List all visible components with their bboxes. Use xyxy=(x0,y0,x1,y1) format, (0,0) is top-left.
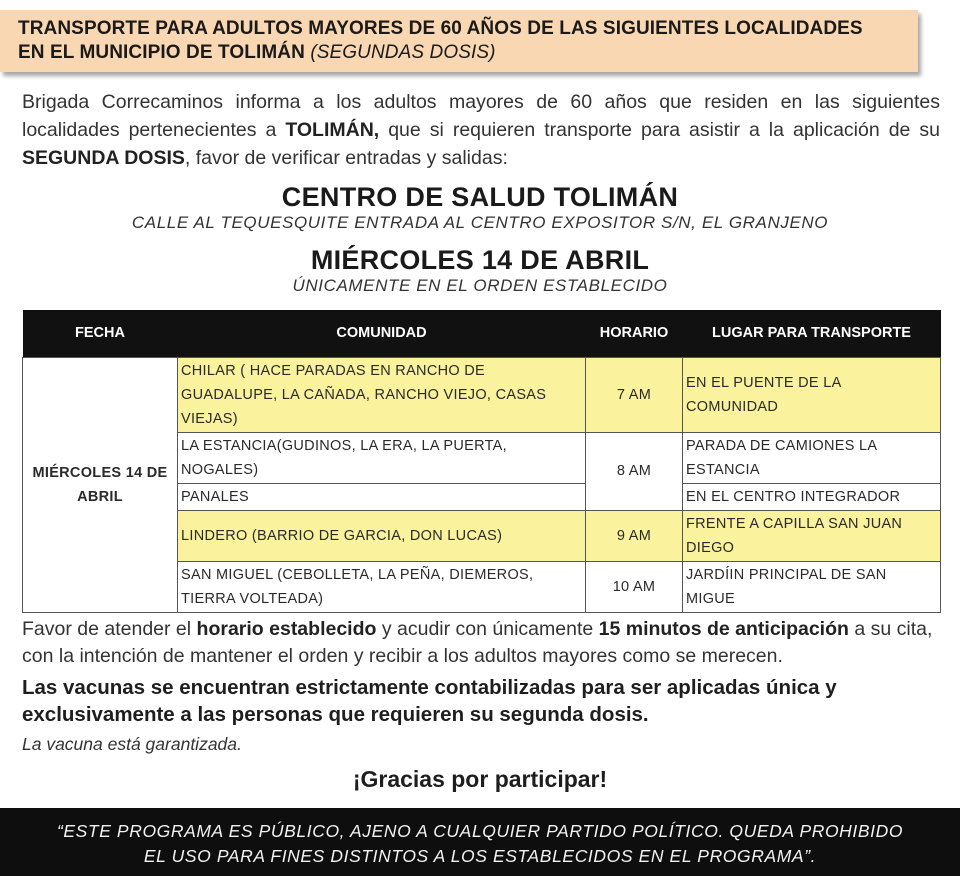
thanks-message: ¡Gracias por participar! xyxy=(352,766,608,792)
notice-text-3: a su cita, con la intención de mantener el orden y recibir a los adultos mayores como se merecen. xyxy=(22,618,933,667)
notice-bold-horario: horario establecido xyxy=(196,618,377,640)
banner-title-line2 xyxy=(18,41,918,65)
table-header-row xyxy=(23,310,941,357)
banner-title-line1: TRANSPORTE PARA ADULTOS MAYORES DE 60 AÑOS DE LAS SIGUIENTES LOCALIDADES xyxy=(18,18,863,39)
intro-text-2: que si requieren transporte para asistir a la aplicación de su xyxy=(379,119,940,141)
location-address: CALLE AL TEQUESQUITE ENTRADA AL CENTRO EXPOSITOR S/N, EL GRANJENO xyxy=(131,213,829,232)
table-row xyxy=(23,357,941,432)
vaccine-guarantee: La vacuna está garantizada. xyxy=(22,734,242,754)
location-title: CENTRO DE SALUD TOLIMÁN xyxy=(281,182,679,212)
comunidad-cell: SAN MIGUEL (CEBOLLETA, LA PEÑA, DIEMEROS, TIERRA VOLTEADA) xyxy=(178,561,586,612)
lugar-cell: PARADA DE CAMIONES LA ESTANCIA xyxy=(683,432,941,483)
intro-bold-toliman: TOLIMÁN, xyxy=(285,119,380,141)
fecha-cell: MIÉRCOLES 14 DE ABRIL xyxy=(23,357,178,612)
lugar-cell: EN EL PUENTE DE LA COMUNIDAD xyxy=(683,357,941,432)
comunidad-cell: CHILAR ( HACE PARADAS EN RANCHO DE GUADALUPE, LA CAÑADA, RANCHO VIEJO, CASAS VIEJAS) xyxy=(178,357,586,432)
schedule-table xyxy=(22,310,941,613)
notice-bold-minutos: 15 minutos de anticipación xyxy=(598,618,849,640)
intro-paragraph xyxy=(22,88,940,172)
header-comunidad: COMUNIDAD xyxy=(178,310,586,357)
header-fecha: FECHA xyxy=(23,310,178,357)
banner-subtitle: (SEGUNDAS DOSIS) xyxy=(310,42,496,63)
banner-municipio: EN EL MUNICIPIO DE TOLIMÁN xyxy=(18,42,305,63)
horario-cell: 10 AM xyxy=(586,561,683,612)
comunidad-cell: LA ESTANCIA(GUDINOS, LA ERA, LA PUERTA, NOGALES) xyxy=(178,432,586,483)
legal-footer xyxy=(0,808,960,876)
horario-cell: 9 AM xyxy=(586,510,683,561)
footer-line2: EL USO PARA FINES DISTINTOS A LOS ESTABLECIDOS EN EL PROGRAMA”. xyxy=(143,846,817,866)
vaccine-warning: Las vacunas se encuentran estrictamente contabilizadas para ser aplicadas única y exclusivamente a las personas que requieren su segunda dosis. xyxy=(22,676,837,726)
notice-text-2: y acudir con únicamente xyxy=(376,618,599,640)
intro-text-1: Brigada Correcaminos informa a los adultos mayores de 60 años que residen en las siguientes localidades pertenecientes a xyxy=(22,91,940,141)
horario-cell: 8 AM xyxy=(586,432,683,510)
horario-cell: 7 AM xyxy=(586,357,683,432)
comunidad-cell: LINDERO (BARRIO DE GARCIA, DON LUCAS) xyxy=(178,510,586,561)
footer-line1: “ESTE PROGRAMA ES PÚBLICO, AJENO A CUALQUIER PARTIDO POLÍTICO. QUEDA PROHIBIDO xyxy=(56,821,904,841)
header-horario: HORARIO xyxy=(586,310,683,357)
header-banner xyxy=(0,10,918,72)
date-note: ÚNICAMENTE EN EL ORDEN ESTABLECIDO xyxy=(292,276,668,295)
notice-text-1: Favor de atender el xyxy=(22,618,197,640)
header-lugar: LUGAR PARA TRANSPORTE xyxy=(683,310,941,357)
date-title: MIÉRCOLES 14 DE ABRIL xyxy=(310,245,650,275)
lugar-cell: FRENTE A CAPILLA SAN JUAN DIEGO xyxy=(683,510,941,561)
intro-text-3: , favor de verificar entradas y salidas: xyxy=(184,147,508,169)
schedule-notice xyxy=(22,616,942,670)
lugar-cell: JARDÍIN PRINCIPAL DE SAN MIGUE xyxy=(683,561,941,612)
intro-bold-dosis: SEGUNDA DOSIS xyxy=(22,147,185,169)
lugar-cell: EN EL CENTRO INTEGRADOR xyxy=(683,483,941,510)
comunidad-cell: PANALES xyxy=(178,483,586,510)
